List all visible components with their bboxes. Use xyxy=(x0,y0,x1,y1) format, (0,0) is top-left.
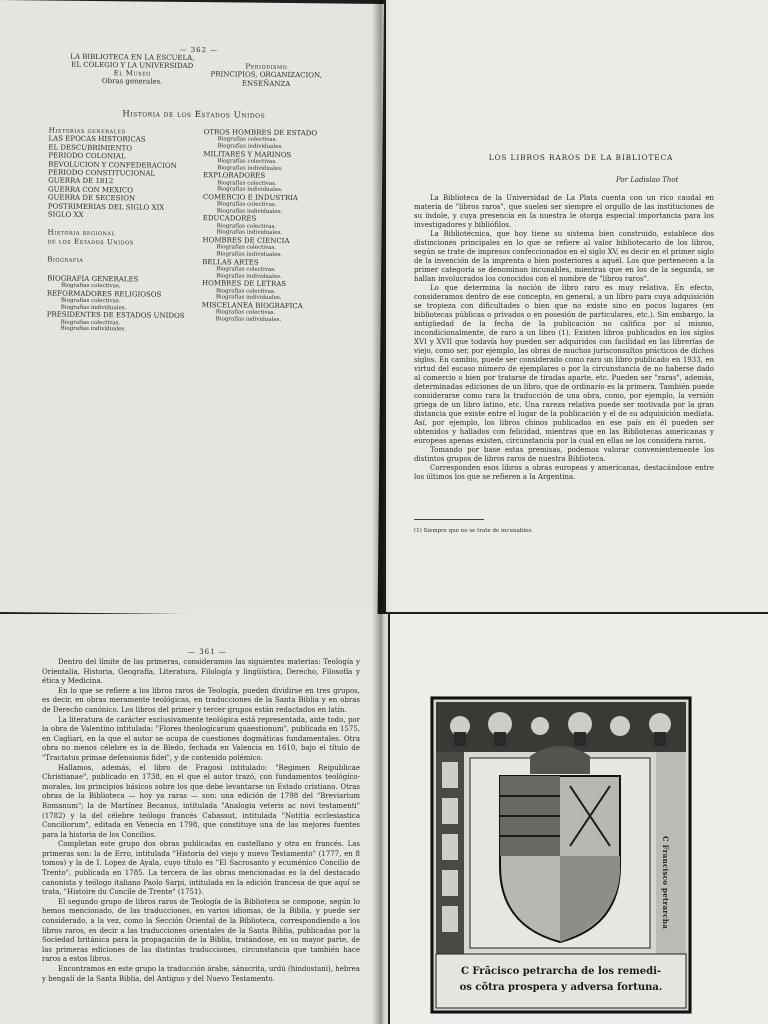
catalog-subentry: Biografías colectivas. xyxy=(216,201,277,209)
catalog-entry: REVOLUCION Y CONFEDERACION xyxy=(48,160,177,170)
paragraph: Lo que determina la noción de libro raro es muy relativa. En efecto, consideramos dentro de ese concepto, en general, a un libro para cuya adquisición se tropieza con dificultades o bien que no existe sino en pocos lugares (en bibliotecas públicas o privados o en posesión de particulares, etc.). Sin embargo, la antigüedad de la fecha de la publicación no califica por sí mismo, incondicionalmente, de raro a un libro (1). Existen libros publicados en los siglos XVI y XVII que todavía hoy pueden ser adquiridos con facilidad en las librerías de viejo, como ser, por ejemplo, las obras de muchos jurisconsultos prácticos de dichos siglos. En cambio, puede ser considerado como raro un libro publicado en 1933, en virtud del escaso número de ejemplares o por la circunstancia de no haberse dado al comercio o bien por tratarse de tiradas aparte, etc. Pueden ser "raras", además, determinadas ediciones de un libro, que de ordinario es la primera. También puede considerarse como rara la traducción de una obra, como, por ejemplo, la versión griega de un libro latino, etc. Una rareza relativa puede ser motivada por la gran distancia que existe entre el lugar de la publicación y el de su adquisición mediata. Así, por ejemplo, los libros chinos publicados en ese país en él pueden ser obtenidos y hallados con felicidad, mientras que en las Bibliotecas americanas y europeas apenas existen, circunstancia por la cual en ellas se los considera raros. xyxy=(414,284,714,445)
catalog-subentry: Biografías individuales. xyxy=(60,325,127,333)
catalog-entry: POSTRIMERIAS DEL SIGLO XIX xyxy=(47,202,165,212)
catalog-entry: BIOGRAFIA GENERALES xyxy=(47,274,139,284)
article-body xyxy=(42,658,360,984)
page-number: — 361 — xyxy=(188,648,227,656)
catalog-subentry: Biografías individuales. xyxy=(215,316,282,323)
catalog-subentry: Biografías individuales. xyxy=(217,164,283,172)
paragraph: En lo que se refiere a los libros raros de Teología, pueden dividirse en tres grupos, es decir, en obras meramente teológicas, en traducciones de la Santa Biblia y en obras de Derecho canónico. Los libros del primer y tercer grupos están redactados en latín. xyxy=(42,686,360,714)
paragraph: Hallamos, además, el libro de Fragosi intitulado: "Regimen Reipublicae Christianae", publicado en 1738, en el que el autor trazó, con fundamentos teológico-morales, los principios básicos sobre los que debe levantarse un Estado cristiano. Otras obras de la Biblioteca — hoy ya raras — son: una edición de 1798 del "Breviarium Romanum"; la de Martínez Becanus, intitulada "Analogia veteris ac novi testamenti" (1782) y la del célebre teólogo francés Cabassut, intitulada "Notitia ecclesiastica Conciliorum", editada en Venecia en 1798, que constituye una de las mejores fuentes para la historia de los Concilios. xyxy=(42,763,360,839)
right-top-page xyxy=(386,0,768,612)
left-bottom-page xyxy=(0,614,388,1024)
paragraph: Tomando por base estas premisas, podemos valorar convenientemente los distintos grupos de libros raros de nuestra Biblioteca. xyxy=(414,446,714,463)
footnote: (1) Siempre que no se trate de incunables. xyxy=(414,528,533,534)
catalog-entry: Historias generales xyxy=(48,126,126,136)
catalog-entry: HOMBRES DE CIENCIA xyxy=(202,236,290,246)
catalog-entry: GUERRA DE SECESION xyxy=(47,193,136,203)
paragraph: La Bibliotécnica, que hoy tiene su sistema bien construido, establece dos distinciones principales en lo que se refiere al valor bibliotecario de los libros, según se trate de impresos confeccionados en el siglo XV, es decir en el primer siglo de la invención de la imprenta o bien posteriores a aquél. Los que pertenecen a la primer categoría se denominan incunables, mientras que en los de la segunda, se hallan involucrados los conocidos con el nombre de "libros raros". xyxy=(414,230,714,283)
catalog-entry: Historia regional xyxy=(47,228,116,238)
catalog-subentry: Biografías colectivas. xyxy=(215,309,276,317)
catalog-subentry: Biografías colectivas. xyxy=(60,297,121,305)
paragraph: La literatura de carácter exclusivamente teológica está representada, ante todo, por la obra de Valentino intitulada: "Flores theologicarum quaestionum", publicada en 1575, en Cagliari, en la que el autor se ocupa de cuestiones dogmáticas fundamentales. Otra obra no menos célebre es la de Bledo, fechada en Valencia en 1610, bajo el título de "Tractatus primae defensionis fidei", y de contenido polémico. xyxy=(42,715,360,762)
catalog-subentry: Biografías individuales. xyxy=(216,208,283,215)
catalog-subentry: Biografías individuales. xyxy=(60,304,127,312)
article-title: LOS LIBROS RAROS DE LA BIBLIOTECA xyxy=(488,153,674,162)
left-top-page xyxy=(0,0,384,616)
catalog-subentry: Biografías individuales. xyxy=(215,294,282,302)
catalog-entry: Biografia xyxy=(47,255,84,265)
catalog-entry: de los Estados Unidos xyxy=(47,237,134,247)
article-body xyxy=(414,194,714,482)
subject-heading-left: LA BIBLIOTECA EN LA ESCUELA, EL COLEGIO Y LA UNIVERSIDAD El Museo Obras generales. xyxy=(70,52,195,86)
woodcut-illustration xyxy=(430,696,692,1014)
catalog-subentry: Biografías individuales. xyxy=(217,143,284,150)
paragraph: Completan este grupo dos obras publicadas en castellano y otra en francés. Las primeras son: la de Erro, intitulada "Historia del viejo y nuevo Testamento" (1777, en 8 tomos) y la de I. Lopez de Ayala, cuyo título es "El Sacrosanto y ecuménico Concilio de Trento", publicada en 1785. La tercera de las obras mencionadas es la del destacado canonista y teólogo italiano Paolo Sarpi, intitulada en la edición francesa de que aquí se trata, "Histoire du Concile de Trente" (1751). xyxy=(42,840,360,897)
catalog-column-right xyxy=(202,128,344,324)
paragraph: Corresponden esos libros a obras europeas y americanas, destacándose entre los últimos los que se refieren a la Argentina. xyxy=(414,464,714,481)
catalog-subentry: Biografías colectivas. xyxy=(216,266,276,273)
catalog-subentry: Biografías colectivas. xyxy=(217,179,277,187)
catalog-column-left xyxy=(47,127,199,334)
catalog-subentry: Biografías colectivas. xyxy=(216,244,277,252)
catalog-entry: HOMBRES DE LETRAS xyxy=(202,279,287,289)
book-gutter-shadow xyxy=(372,0,392,1024)
catalog-entry: OTROS HOMBRES DE ESTADO xyxy=(203,128,318,138)
catalog-subentry: Biografías colectivas. xyxy=(216,223,277,230)
catalog-subentry: Biografías individuales. xyxy=(216,272,282,280)
catalog-entry: EL DESCUBRIMIENTO xyxy=(48,143,133,153)
catalog-subentry: Biografías colectivas. xyxy=(60,282,121,290)
section-title: Historia de los Estados Unidos xyxy=(122,109,266,121)
woodcut-caption: C Frãcisco petrarcha de los remedi- os cõtra prospera y adversa fortuna. xyxy=(459,966,663,993)
catalog-entry: PRESIDENTES DE ESTADOS UNIDOS xyxy=(46,310,185,321)
paragraph: La Biblioteca de la Universidad de La Plata cuenta con un rico caudal en materia de "libros raros", que suelen ser siempre el orgullo de las instituciones de su índole, y cuya presencia en la nuestra le otorga especial importancia para los investigadores y bibliófilos. xyxy=(414,194,714,229)
article-author: Por Ladislao Thot xyxy=(616,176,679,184)
catalog-subentry: Biografías individuales. xyxy=(216,229,283,237)
catalog-entry: MISCELANEA BIOGRAFICA xyxy=(201,300,303,310)
catalog-subentry: Biografías individuales. xyxy=(216,251,282,258)
catalog-subentry: Biografías colectivas. xyxy=(60,319,121,326)
catalog-subentry: Biografías individuales. xyxy=(216,186,283,194)
catalog-entry: BELLAS ARTES xyxy=(202,257,259,267)
catalog-entry: SIGLO XX xyxy=(47,210,84,219)
paragraph: Encontramos en este grupo la traducción árabe, sánscrita, urdú (hindostani), hebrea y bengalí de la Santa Biblia, del Antiguo y del Nuevo Testamento. xyxy=(42,965,360,983)
catalog-entry: REFORMADORES RELIGIOSOS xyxy=(46,289,162,299)
catalog-entry: EXPLORADORES xyxy=(203,171,266,180)
catalog-subentry: Biografías colectivas. xyxy=(217,136,278,144)
catalog-entry: PERIODO CONSTITUCIONAL xyxy=(48,168,156,178)
catalog-subentry: Biografías colectivas. xyxy=(217,158,277,165)
paragraph: Dentro del límite de las primeras, consideramos las siguientes materias: Teología y Orientalia, Historia, Geografía, Literatura, Filología y lingüística, Derecho, Filosofía y ética y Medicina. xyxy=(42,658,360,686)
catalog-entry: COMERCIO E INDUSTRIA xyxy=(202,192,299,202)
catalog-entry: GUERRA CON MEXICO xyxy=(47,185,134,195)
page-number: — 362 — xyxy=(179,45,219,55)
footnote-divider xyxy=(414,519,484,520)
catalog-subentry: Biografías colectivas. xyxy=(215,287,276,295)
catalog-entry: EDUCADORES xyxy=(202,214,257,224)
catalog-entry: LAS EPOCAS HISTORICAS xyxy=(48,134,146,144)
subject-heading-right: Periodismo PRINCIPIOS, ORGANIZACION, ENSEÑANZA xyxy=(210,62,322,88)
catalog-entry: MILITARES Y MARINOS xyxy=(203,149,292,159)
paragraph: El segundo grupo de libros raros de Teología de la Biblioteca se compone, según lo hemos mencionado, de las traducciones, en varios idiomas, de la Biblia, y puede ser considerado, a la vez, como la Sección Oriental de la Biblioteca, correspondiendo a los libros raros, es decir a las traducciones orientales de la Santa Biblia, publicadas por la Sociedad británica para la propagación de la Biblia, tratándose, en su mayor parte, de las primeras ediciones de las distintas traducciones, circunstancia que también hace raros a estos libros. xyxy=(42,897,360,964)
catalog-entry: PERIODO COLONIAL xyxy=(48,151,126,161)
right-bottom-page xyxy=(390,614,768,1024)
catalog-entry: GUERRA DE 1812 xyxy=(48,176,114,186)
woodcut-side-text: C Francisco petrarcha xyxy=(661,836,670,930)
